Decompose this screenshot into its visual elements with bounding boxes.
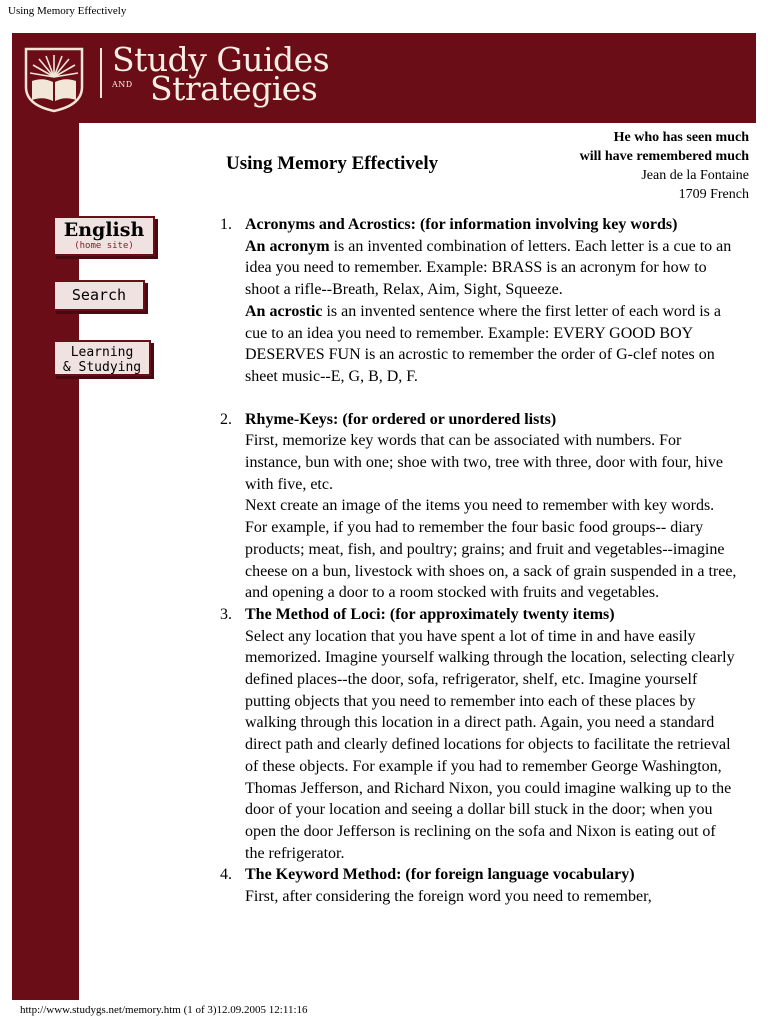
memory-techniques-list [220, 214, 738, 908]
list-item-heading: The Keyword Method: (for foreign language vocabulary) [245, 866, 635, 884]
list-spacer [220, 388, 738, 409]
nav-learning-label-2: & Studying [62, 360, 142, 375]
list-item [220, 409, 738, 604]
list-item-paragraph: Select any location that you have spent a lot of time in and have easily memorized. Imagine yourself walking through the location, selecting clearly defined places--the door, sofa, refrigerator, shelf, etc. Imagine yourself putting objects that you need to remember into each of these places by walking through this location in a direct path. Again, you need a standard direct path and clearly defined locations for objects to facilitate the retrieval of these objects. For example if you had to remember George Washington, Thomas Jefferson, and Richard Nixon, you could imagine walking up to the door of your location and seeing a dollar bill stuck in the door; when you open the door Jefferson is reclining on the sofa and Nixon is eating out of the refrigerator. [245, 627, 735, 862]
quote-block [580, 128, 749, 204]
list-item [220, 214, 738, 388]
nav-english-label: English [63, 219, 145, 241]
logo-divider [100, 48, 102, 98]
logo-strategies: Strategies [150, 69, 318, 108]
list-item-heading: The Method of Loci: (for approximately twenty items) [245, 605, 615, 623]
term-acrostic: An acrostic [245, 302, 323, 320]
quote-line-1: He who has seen much [613, 130, 749, 145]
site-logo-text[interactable] [112, 40, 330, 108]
logo-line-2 [112, 69, 329, 108]
quote-author: Jean de la Fontaine [641, 168, 749, 183]
logo-and: AND [112, 80, 133, 89]
list-item-number: 1. [220, 216, 232, 233]
page-title: Using Memory Effectively [226, 153, 439, 174]
list-item-heading: Rhyme-Keys: (for ordered or unordered lists) [245, 410, 557, 428]
acrostic-text: is an invented sentence where the first letter of each word is a cue to an idea you need to remember. Example: EVERY GOOD BOY DESERVES FUN is an acrostic to remember the order of G-clef notes on sheet music--E, G, B, D, F. [245, 302, 721, 385]
list-item-paragraph: Next create an image of the items you need to remember with key words. For example, if you had to remember the four basic food groups-- diary products; meat, fish, and poultry; grains; and fruit and vegetables--imagine cheese on a bun, livestock with shoes on, a sack of grain suspended in a tree, and opening a door to a room stocked with fruits and vegetables. [245, 497, 737, 602]
list-item-number: 2. [220, 410, 232, 428]
nav-button-learning-studying[interactable] [53, 340, 151, 376]
sunburst-book-logo-icon[interactable] [22, 43, 86, 113]
list-item [220, 864, 738, 907]
nav-button-search[interactable] [53, 280, 145, 311]
list-item-heading: Acronyms and Acrostics: (for information involving key words) [245, 216, 678, 233]
list-item-paragraph [245, 236, 738, 301]
logo-line-1: Study Guides [112, 40, 330, 79]
print-header-title: Using Memory Effectively [8, 5, 127, 17]
list-item-paragraph: First, after considering the foreign word you need to remember, [245, 888, 652, 906]
list-item-number: 4. [220, 866, 232, 884]
nav-learning-label-1: Learning [70, 345, 134, 360]
term-acronym: An acronym [245, 237, 330, 255]
list-item-paragraph [245, 301, 738, 388]
quote-line-2: will have remembered much [579, 149, 749, 164]
list-item [220, 604, 738, 864]
print-footer-url: http://www.studygs.net/memory.htm (1 of 3)12.09.2005 12:11:16 [20, 1004, 308, 1016]
nav-button-english[interactable] [53, 216, 155, 256]
acronym-text: is an invented combination of letters. Each letter is a cue to an idea you need to remember. Example: BRASS is an acronym for how to shoot a rifle--Breath, Relax, Aim, Sight, Squeeze. [245, 237, 732, 299]
nav-search-label: Search [71, 286, 127, 304]
quote-source: 1709 French [678, 187, 749, 202]
list-item-paragraph: First, memorize key words that can be associated with numbers. For instance, bun with one; shoe with two, tree with three, door with four, hive with five, etc. [245, 432, 723, 493]
nav-english-sub: (home site) [74, 241, 134, 251]
list-item-number: 3. [220, 605, 232, 623]
